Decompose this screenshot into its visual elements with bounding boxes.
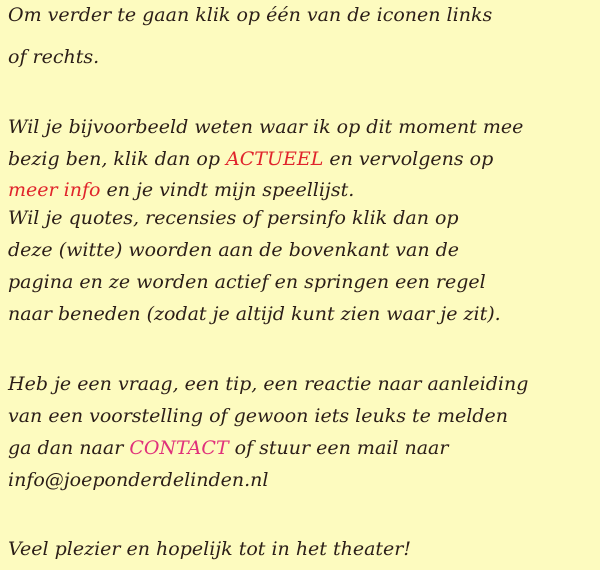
info-line-2-pre: bezig ben, klik dan op	[8, 148, 227, 170]
info-line-3-post: en je vindt mijn speellijst.	[100, 179, 355, 201]
info-line-3	[8, 178, 354, 202]
meer-info-link[interactable]: meer info	[8, 179, 101, 201]
info-line-6: pagina en ze worden actief en springen een regel	[8, 271, 486, 293]
closing-line: Veel plezier en hopelijk tot in het theater!	[8, 538, 412, 560]
info-line-2-post: en vervolgens op	[323, 148, 494, 170]
email-address: info@joeponderdelinden.nl	[8, 469, 269, 491]
contact-link[interactable]: CONTACT	[129, 437, 229, 459]
intro-line-2: of rechts.	[8, 46, 100, 68]
info-line-1: Wil je bijvoorbeeld weten waar ik op dit moment mee	[8, 116, 524, 138]
contact-line-1: Heb je een vraag, een tip, een reactie naar aanleiding	[8, 373, 529, 395]
info-line-4: Wil je quotes, recensies of persinfo klik dan op	[8, 207, 459, 229]
intro-line-1: Om verder te gaan klik op één van de iconen links	[8, 4, 493, 26]
info-line-7: naar beneden (zodat je altijd kunt zien waar je zit).	[8, 303, 501, 325]
contact-line-3-pre: ga dan naar	[8, 437, 130, 459]
contact-line-2: van een voorstelling of gewoon iets leuks te melden	[8, 405, 508, 427]
info-line-5: deze (witte) woorden aan de bovenkant van de	[8, 239, 460, 261]
contact-line-3-post: of stuur een mail naar	[228, 437, 449, 459]
actueel-link[interactable]: ACTUEEL	[226, 148, 324, 170]
contact-line-3	[8, 436, 448, 460]
info-line-2	[8, 147, 493, 171]
